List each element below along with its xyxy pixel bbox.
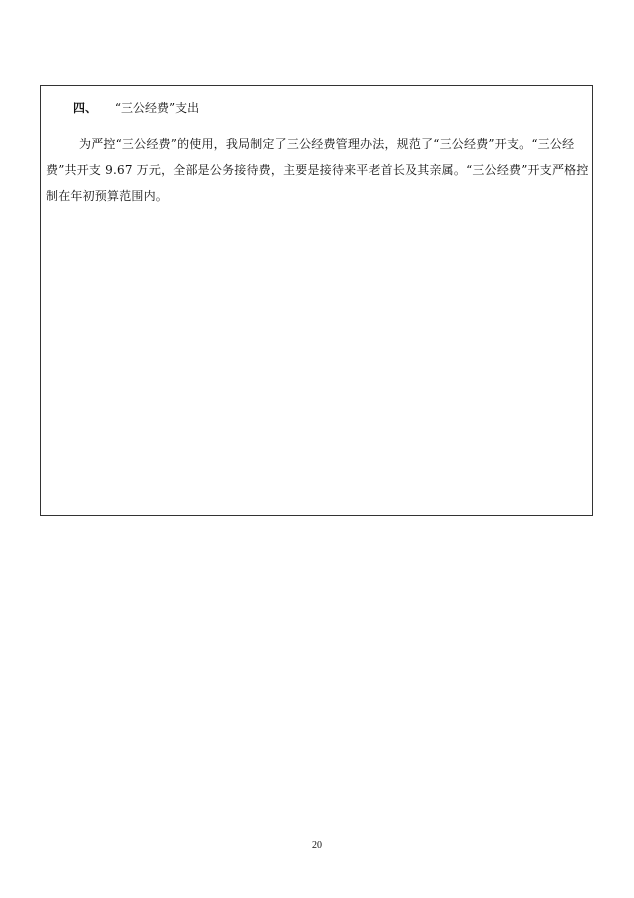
section-heading: [73, 99, 199, 117]
section-paragraph: 为严控“三公经费”的使用，我局制定了三公经费管理办法，规范了“三公经费”开支。“三公经费”共开支 9.67 万元，全部是公务接待费，主要是接待来平老首长及其亲属。“三公经费”开支严格控制在年初预算范围内。: [46, 137, 589, 203]
section-number: 四、: [73, 101, 98, 115]
section-title: “三公经费”支出: [114, 101, 200, 115]
content-table-cell: [40, 85, 593, 516]
page-number: 20: [312, 840, 322, 851]
